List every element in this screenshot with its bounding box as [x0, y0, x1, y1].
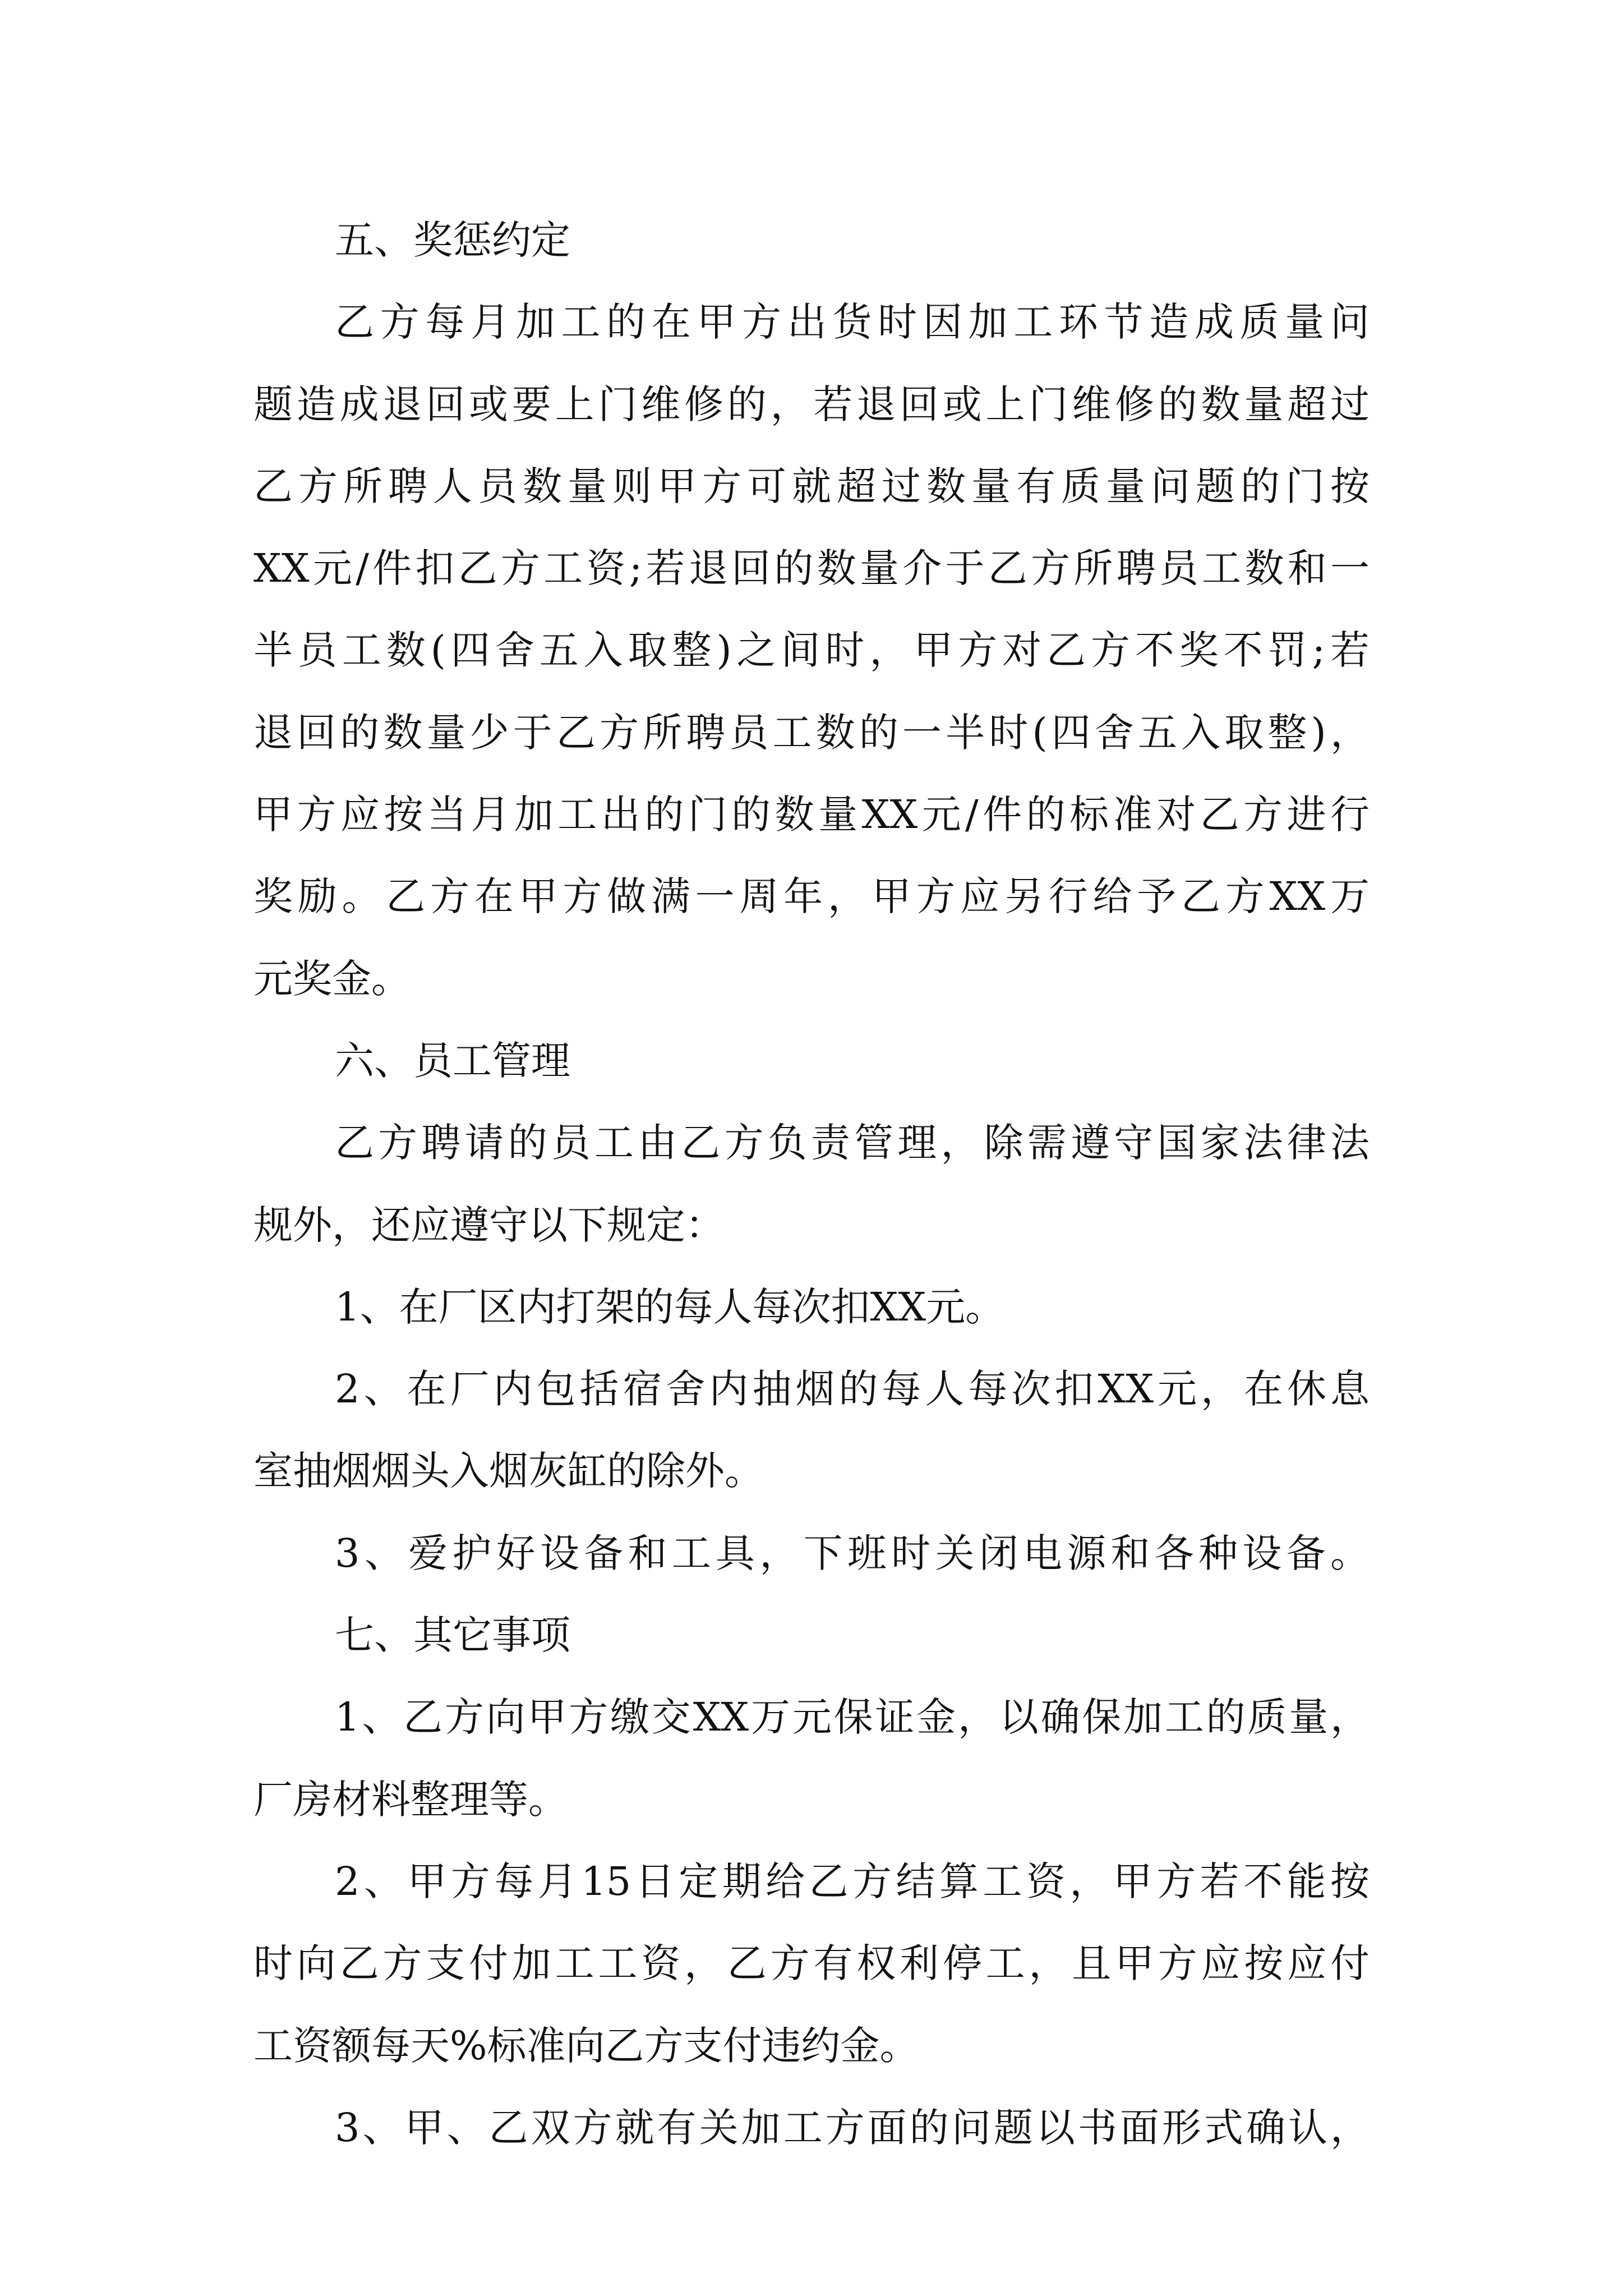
paragraph-line: 奖励。乙方在甲方做满一周年，甲方应另行给予乙方XX万: [253, 873, 1370, 920]
paragraph-line: 厂房材料整理等。: [253, 1776, 568, 1823]
paragraph-line: 元奖金。: [253, 955, 411, 1002]
rule-item-2: 2、在厂内包括宿舍内抽烟的每人每次扣XX元，在休息: [335, 1366, 1370, 1412]
rule-item-1: 1、在厂区内打架的每人每次扣XX元。: [335, 1283, 1005, 1330]
section-heading-rewards-penalties: 五、奖惩约定: [335, 217, 570, 263]
paragraph-line: 题造成退回或要上门维修的，若退回或上门维修的数量超过: [253, 381, 1370, 427]
paragraph-line: XX元/件扣乙方工资;若退回的数量介于乙方所聘员工数和一: [253, 545, 1370, 592]
other-item-3: 3、甲、乙双方就有关加工方面的问题以书面形式确认，: [335, 2104, 1370, 2151]
paragraph-line: 工资额每天%标准向乙方支付违约金。: [253, 2022, 919, 2069]
paragraph-line: 乙方每月加工的在甲方出货时因加工环节造成质量问: [335, 299, 1370, 346]
document-body: [253, 199, 1370, 2169]
paragraph-line: 乙方聘请的员工由乙方负责管理，除需遵守国家法律法: [335, 1120, 1370, 1166]
other-item-2: 2、甲方每月15日定期给乙方结算工资，甲方若不能按: [335, 1858, 1370, 1904]
section-heading-other-matters: 七、其它事项: [335, 1612, 570, 1659]
paragraph-line: 室抽烟烟头入烟灰缸的除外。: [253, 1448, 764, 1494]
paragraph-line: 甲方应按当月加工出的门的数量XX元/件的标准对乙方进行: [253, 792, 1370, 838]
paragraph-line: 时向乙方支付加工工资，乙方有权利停工，且甲方应按应付: [253, 1940, 1370, 1987]
section-heading-staff-management: 六、员工管理: [335, 1037, 570, 1084]
paragraph-line: 规外，还应遵守以下规定：: [253, 1202, 725, 1248]
paragraph-line: 半员工数(四舍五入取整)之间时，甲方对乙方不奖不罚;若: [253, 627, 1370, 674]
paragraph-line: 乙方所聘人员数量则甲方可就超过数量有质量问题的门按: [253, 463, 1370, 509]
rule-item-3: 3、爱护好设备和工具，下班时关闭电源和各种设备。: [335, 1530, 1370, 1576]
other-item-1: 1、乙方向甲方缴交XX万元保证金，以确保加工的质量，: [335, 1694, 1370, 1741]
paragraph-line: 退回的数量少于乙方所聘员工数的一半时(四舍五入取整)，: [253, 709, 1370, 756]
